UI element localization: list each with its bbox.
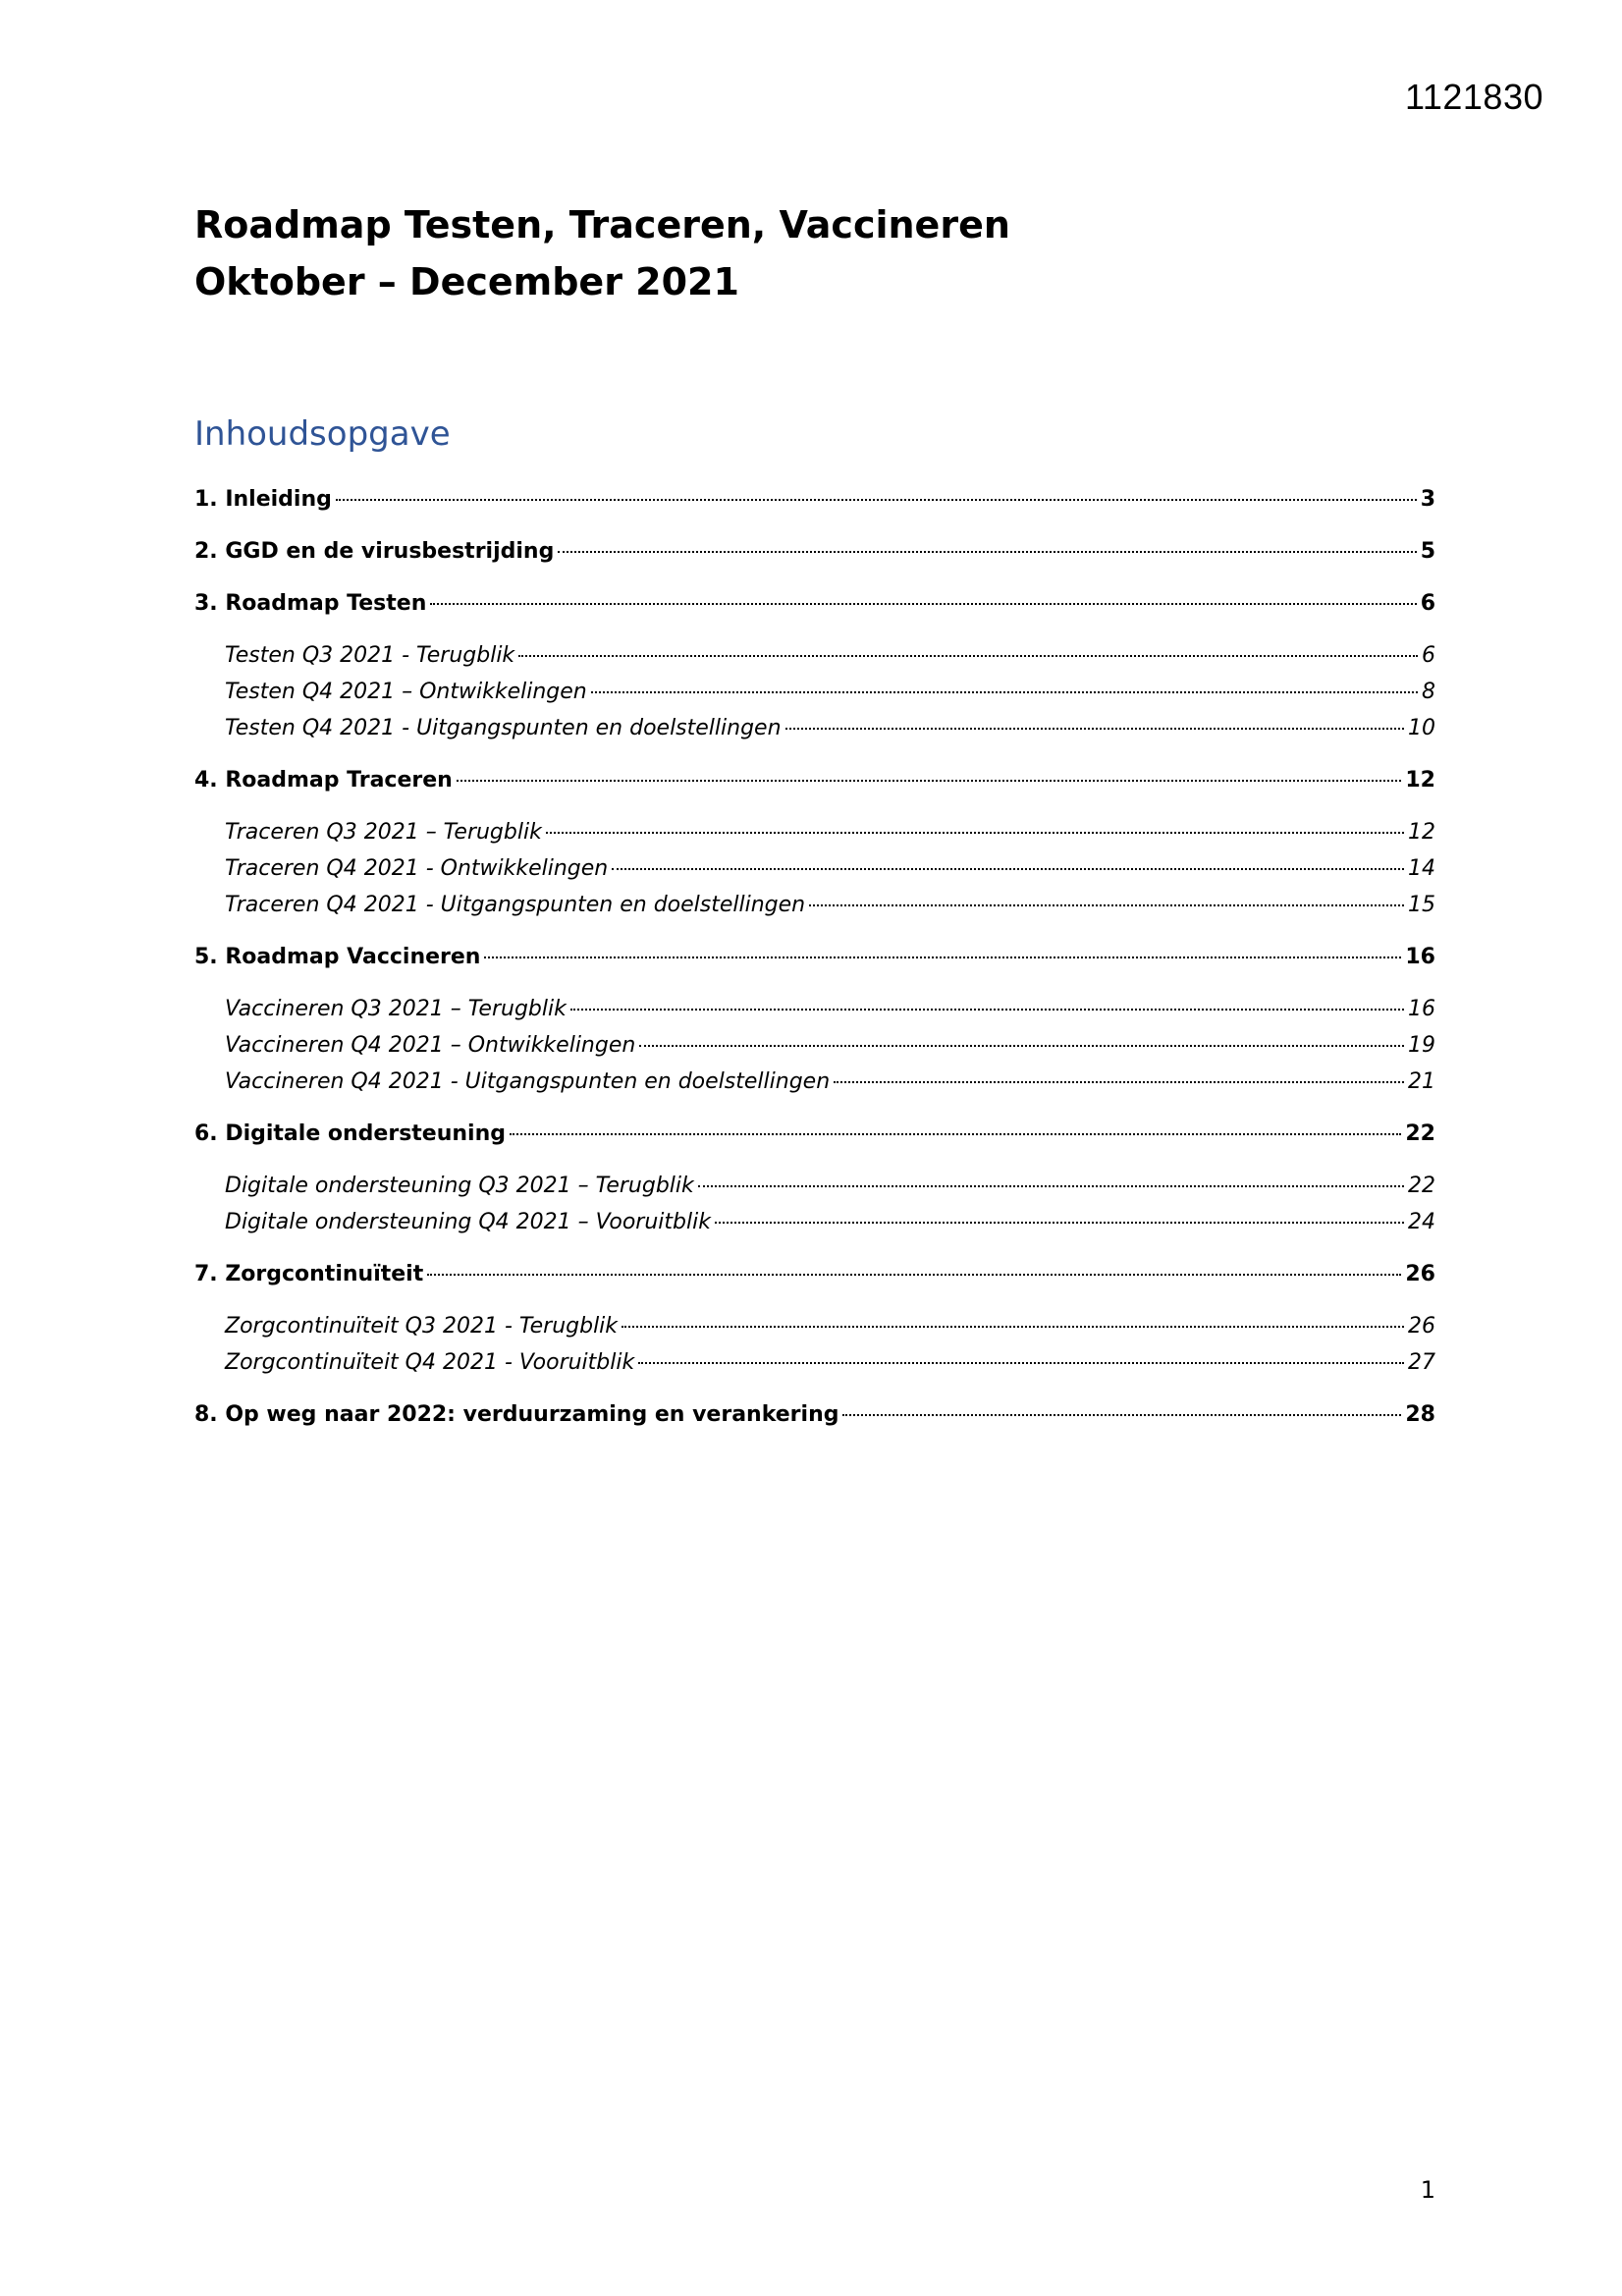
toc-subentry[interactable] [225,814,1435,850]
toc-entry[interactable] [194,585,1435,622]
toc-subentry[interactable] [225,637,1435,674]
toc-entry[interactable] [194,1256,1435,1292]
toc-subentry[interactable] [225,1308,1435,1344]
toc-entry[interactable] [194,1116,1435,1152]
toc-dot-leader [518,655,1418,657]
toc-entry-label: 2. GGD en de virusbestrijding [194,539,555,564]
toc-dot-leader [427,1274,1401,1276]
toc-entry[interactable] [194,481,1435,518]
toc-entry-page: 16 [1405,945,1435,969]
toc-entry-page: 3 [1420,487,1435,512]
toc-entry-label: Traceren Q4 2021 - Ontwikkelingen [225,856,609,881]
toc-entry-label: Zorgcontinuïteit Q3 2021 - Terugblik [225,1314,619,1339]
toc-entry-page: 16 [1408,997,1435,1021]
toc-entry-page: 26 [1408,1314,1435,1339]
toc-entry-label: Digitale ondersteuning Q3 2021 – Terugblik [225,1174,694,1198]
toc-entry-page: 19 [1408,1033,1435,1058]
toc-subentry[interactable] [225,887,1435,923]
toc-entry-page: 6 [1422,643,1435,668]
toc-entry-label: 1. Inleiding [194,487,332,512]
toc-subentry[interactable] [225,991,1435,1027]
page-number: 1 [1420,2176,1435,2204]
toc-dot-leader [785,728,1404,730]
toc-dot-leader [842,1414,1401,1416]
toc-entry-page: 24 [1408,1210,1435,1234]
toc-entry-label: Testen Q4 2021 - Uitgangspunten en doelstellingen [225,716,782,740]
toc-entry-page: 28 [1405,1402,1435,1427]
toc-entry-label: Traceren Q3 2021 – Terugblik [225,820,542,845]
toc-entry-label: Testen Q4 2021 – Ontwikkelingen [225,680,587,704]
toc-dot-leader [622,1326,1404,1328]
toc-subentry[interactable] [225,850,1435,887]
toc-entry-label: 7. Zorgcontinuïteit [194,1262,424,1286]
toc-dot-leader [591,691,1418,693]
toc-entry-label: 8. Op weg naar 2022: verduurzaming en verankering [194,1402,839,1427]
toc-entry-label: Testen Q3 2021 - Terugblik [225,643,515,668]
toc-entry-page: 10 [1408,716,1435,740]
toc-entry[interactable] [194,939,1435,975]
toc-entry-label: Vaccineren Q4 2021 - Uitgangspunten en doelstellingen [225,1069,831,1094]
toc-entry-page: 12 [1408,820,1435,845]
toc-subentry[interactable] [225,710,1435,746]
toc-entry-label: 4. Roadmap Traceren [194,768,453,793]
toc-entry[interactable] [194,762,1435,798]
toc-dot-leader [484,957,1401,958]
toc-entry-label: 6. Digitale ondersteuning [194,1121,507,1146]
toc-subentry[interactable] [225,1064,1435,1100]
toc-dot-leader [715,1222,1404,1224]
toc-entry[interactable] [194,533,1435,570]
toc-dot-leader [430,603,1416,605]
toc-entry-label: Vaccineren Q3 2021 – Terugblik [225,997,567,1021]
table-of-contents [194,481,1435,1433]
toc-entry-page: 12 [1405,768,1435,793]
toc-dot-leader [612,868,1404,870]
toc-dot-leader [546,832,1404,834]
toc-entry-label: Digitale ondersteuning Q4 2021 – Vooruitblik [225,1210,711,1234]
toc-dot-leader [457,780,1402,782]
toc-entry-page: 26 [1405,1262,1435,1286]
toc-entry-page: 14 [1408,856,1435,881]
toc-subentry[interactable] [225,674,1435,710]
toc-entry-label: Zorgcontinuïteit Q4 2021 - Vooruitblik [225,1350,635,1375]
toc-dot-leader [638,1362,1404,1364]
toc-entry-page: 22 [1405,1121,1435,1146]
toc-subentry[interactable] [225,1027,1435,1064]
toc-entry[interactable] [194,1396,1435,1433]
toc-entry-label: 3. Roadmap Testen [194,591,427,616]
toc-dot-leader [336,499,1417,501]
toc-dot-leader [558,551,1416,553]
toc-subentry[interactable] [225,1204,1435,1240]
toc-entry-page: 8 [1422,680,1435,704]
toc-entry-page: 21 [1408,1069,1435,1094]
toc-dot-leader [510,1133,1401,1135]
toc-dot-leader [698,1185,1404,1187]
toc-dot-leader [809,904,1404,906]
toc-heading: Inhoudsopgave [194,414,451,454]
title-line-2: Oktober – December 2021 [194,260,739,303]
document-number: 1121830 [1405,77,1543,117]
toc-dot-leader [639,1045,1404,1047]
toc-entry-page: 5 [1420,539,1435,564]
toc-entry-label: 5. Roadmap Vaccineren [194,945,481,969]
toc-subentry[interactable] [225,1344,1435,1381]
toc-entry-page: 15 [1408,893,1435,917]
document-title [194,196,1010,310]
toc-dot-leader [570,1009,1404,1011]
toc-entry-page: 22 [1408,1174,1435,1198]
toc-entry-page: 27 [1408,1350,1435,1375]
toc-dot-leader [834,1081,1404,1083]
toc-entry-label: Vaccineren Q4 2021 – Ontwikkelingen [225,1033,636,1058]
toc-entry-label: Traceren Q4 2021 - Uitgangspunten en doelstellingen [225,893,806,917]
toc-subentry[interactable] [225,1168,1435,1204]
title-line-1: Roadmap Testen, Traceren, Vaccineren [194,203,1010,246]
toc-entry-page: 6 [1420,591,1435,616]
